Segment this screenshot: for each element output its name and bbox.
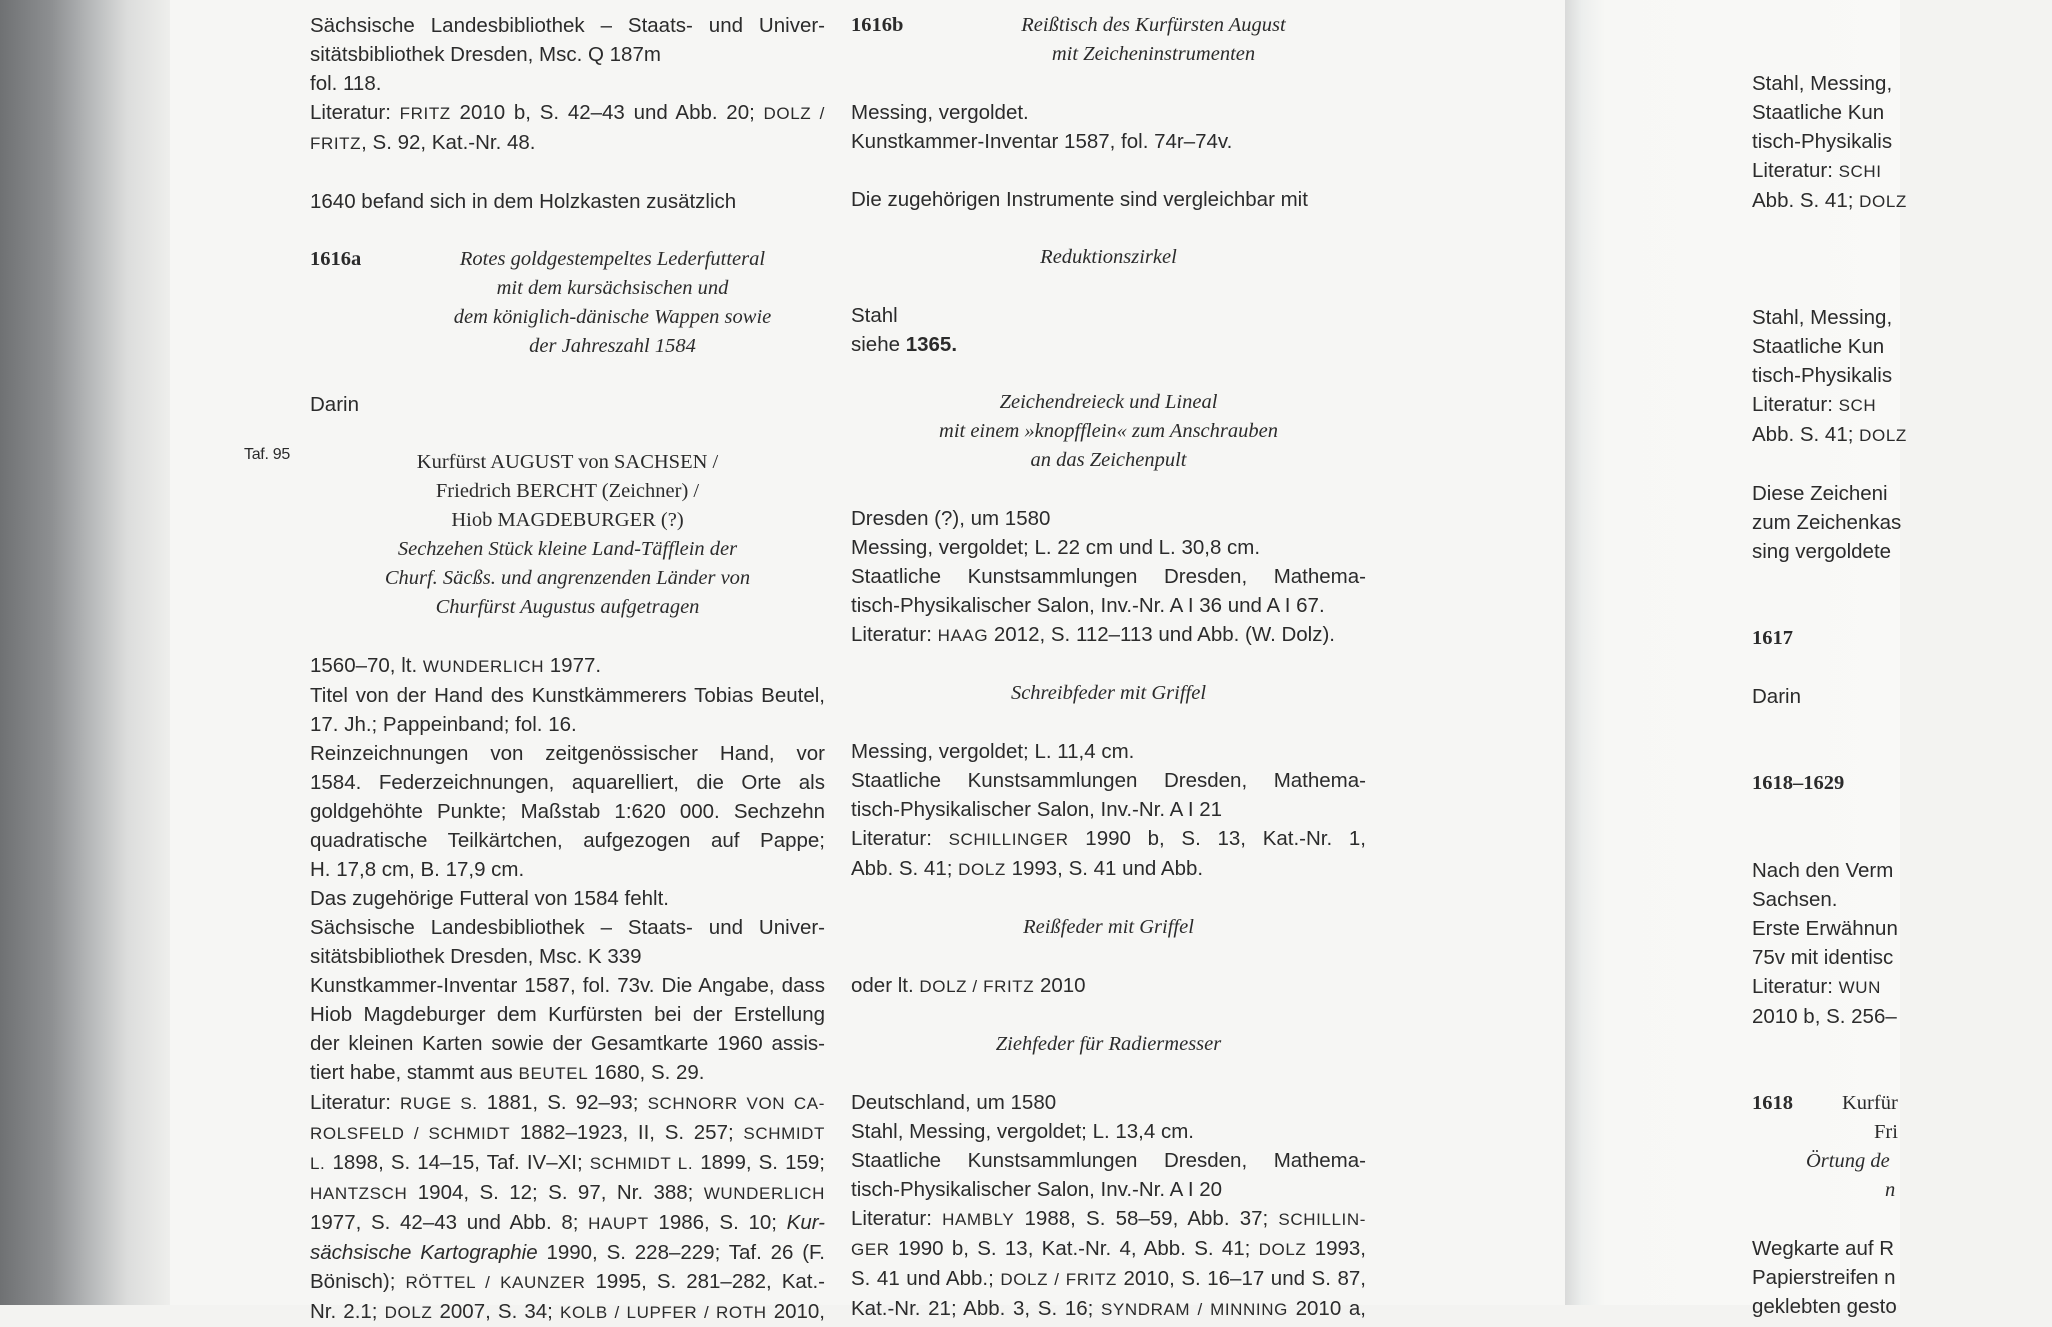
holding-line: Staatliche Kun — [1752, 335, 1885, 358]
entry-heading-1616a — [310, 245, 825, 361]
note-line: 1640 befand sich in dem Holzkasten zusätzlich — [310, 190, 737, 213]
body-line: 75v mit identisc — [1752, 946, 1894, 969]
entry-author: Fri — [1874, 1121, 1898, 1143]
note-line: zum Zeichenkas — [1752, 511, 1902, 534]
catalog-number: 1616a — [310, 248, 362, 270]
material-line: Stahl, Messing, — [1752, 72, 1893, 95]
body-line: Erste Erwähnun — [1752, 917, 1898, 940]
holding-line: Sächsische Landesbibliothek – Staats- und Univer- — [310, 14, 825, 37]
entry-title: Rotes goldgestempeltes Lederfutteral mit dem kursächsischen und dem königlich-dänische Wappen sowie der Jahreszahl 1584 — [453, 248, 772, 357]
holding-line: tisch-Physikalis — [1752, 130, 1893, 153]
cross-reference: siehe 1365. — [851, 333, 958, 356]
book-gutter-shadow — [0, 0, 170, 1305]
folio-line: fol. 118. — [310, 72, 382, 95]
note-line: Die zugehörigen Instrumente sind vergleichbar mit — [851, 188, 1308, 211]
catalog-column-right — [1752, 69, 2052, 1321]
entry-heading-1618 — [1752, 1089, 2052, 1118]
plate-reference: Taf. 95 — [244, 446, 290, 463]
entry-title: Örtung de — [1806, 1150, 1890, 1172]
entry-authors: Kurfürst AUGUST von SACHSEN / Friedrich BERCHT (Zeichner) / Hiob MAGDEBURGER (?) — [416, 451, 719, 531]
body-line: quadratische Teilkärtchen, aufgezogen auf Pappe; — [310, 829, 825, 852]
literature-line: Abb. S. 41; DOLZ — [1752, 423, 1907, 446]
subentry-title-ziehfeder: Ziehfeder für Radiermesser — [995, 1033, 1222, 1055]
catalog-column-left — [310, 11, 825, 1327]
literature-line: ROLSFELD / SCHMIDT 1882–1923, II, S. 257; SCHMIDT — [310, 1121, 826, 1144]
material-line: Messing, vergoldet; L. 22 cm und L. 30,8 cm. — [851, 536, 1261, 559]
literature-line: Nr. 2.1; DOLZ 2007, S. 34; KOLB / LUPFER / ROTH 2010, — [310, 1300, 826, 1323]
entry-title: Sechzehen Stück kleine Land-Täfflein der Churf. Säcßs. und angrenzenden Länder von Churfürst Augustus aufgetragen — [384, 538, 751, 618]
material-line: Stahl — [851, 304, 898, 327]
catalog-number: 1618 — [1752, 1092, 1793, 1114]
body-line: Reinzeichnungen von zeitgenössischer Hand, vor — [310, 742, 825, 765]
holding-line: Staatliche Kunstsammlungen Dresden, Mathema- — [851, 1149, 1366, 1172]
subentry-title-schreibfeder: Schreibfeder mit Griffel — [1010, 682, 1207, 704]
literature-line: HANTZSCH 1904, S. 12; S. 97, Nr. 388; WUNDERLICH — [310, 1181, 825, 1204]
literature-line: Literatur: WUN — [1752, 975, 1882, 998]
inventory-line: Kunstkammer-Inventar 1587, fol. 74r–74v. — [851, 130, 1233, 153]
literature-line: S. 41 und Abb.; DOLZ / FRITZ 2010, S. 16–17 und S. 87, — [851, 1267, 1366, 1290]
note-line: Diese Zeicheni — [1752, 482, 1888, 505]
holding-line: tisch-Physikalischer Salon, Inv.-Nr. A I 21 — [851, 798, 1223, 821]
right-page-clip — [1752, 0, 1907, 1318]
material-line: Stahl, Messing, — [1752, 306, 1893, 329]
subentry-title-reissfeder: Reißfeder mit Griffel — [1023, 916, 1194, 938]
literature-line: 2010 b, S. 256– — [1752, 1005, 1897, 1028]
entry-author: Kurfür — [1842, 1092, 1898, 1114]
body-line: geklebten gesto — [1752, 1295, 1897, 1318]
holding-line: Sächsische Landesbibliothek – Staats- und Univer- — [310, 916, 825, 939]
body-line: Titel von der Hand des Kunstkämmerers Tobias Beutel, — [310, 684, 825, 707]
body-line: 1584. Federzeichnungen, aquarelliert, die Orte als — [310, 771, 825, 794]
literature-line: Bönisch); RÖTTEL / KAUNZER 1995, S. 281–282, Kat.- — [310, 1270, 826, 1293]
literature-line: Literatur: SCHI — [1752, 159, 1882, 182]
holding-line: tisch-Physikalischer Salon, Inv.-Nr. A I 20 — [851, 1178, 1223, 1201]
entry-heading-1616b — [851, 11, 1366, 69]
body-line: Wegkarte auf R — [1752, 1237, 1895, 1260]
body-line: 1560–70, lt. WUNDERLICH 1977. — [310, 654, 602, 677]
literature-line: Literatur: FRITZ 2010 b, S. 42–43 und Abb. 20; DOLZ / — [310, 101, 825, 124]
body-line: der kleinen Karten sowie der Gesamtkarte 1960 assis- — [310, 1032, 825, 1055]
holding-line: Staatliche Kunstsammlungen Dresden, Mathema- — [851, 565, 1366, 588]
literature-line: Literatur: SCHILLINGER 1990 b, S. 13, Kat.-Nr. 1, — [851, 827, 1366, 850]
origin-line: Deutschland, um 1580 — [851, 1091, 1057, 1114]
darin-label: Darin — [1752, 685, 1801, 708]
holding-line: Staatliche Kunstsammlungen Dresden, Mathema- — [851, 769, 1366, 792]
holding-line: sitätsbibliothek Dresden, Msc. K 339 — [310, 945, 642, 968]
body-line: tiert habe, stammt aus BEUTEL 1680, S. 29. — [310, 1061, 705, 1084]
literature-line: 1977, S. 42–43 und Abb. 8; HAUPT 1986, S. 10; Kur- — [310, 1211, 825, 1234]
holding-line: tisch-Physikalis — [1752, 364, 1893, 387]
literature-line: Literatur: HAAG 2012, S. 112–113 und Abb. (W. Dolz). — [851, 623, 1336, 646]
body-line: Sachsen. — [1752, 888, 1838, 911]
entry-title: Reißtisch des Kurfürsten August mit Zeicheninstrumenten — [1021, 14, 1286, 65]
literature-line: Literatur: SCH — [1752, 393, 1877, 416]
literature-line: Abb. S. 41; DOLZ — [1752, 189, 1907, 212]
literature-line: Literatur: RUGE S. 1881, S. 92–93; SCHNORR VON CA- — [310, 1091, 825, 1114]
catalog-column-middle — [851, 11, 1366, 1324]
note-line: sing vergoldete — [1752, 540, 1892, 563]
literature-line: Kat.-Nr. 21; Abb. 3, S. 16; SYNDRAM / MINNING 2010 a, — [851, 1297, 1366, 1320]
body-line: Hiob Magdeburger dem Kurfürsten bei der Erstellung — [310, 1003, 825, 1026]
material-line: Stahl, Messing, vergoldet; L. 13,4 cm. — [851, 1120, 1194, 1143]
literature-line: FRITZ, S. 92, Kat.-Nr. 48. — [310, 131, 536, 154]
literature-line: sächsische Kartographie 1990, S. 228–229; Taf. 26 (F. — [310, 1241, 825, 1264]
literature-line: Literatur: HAMBLY 1988, S. 58–59, Abb. 37; SCHILLIN- — [851, 1207, 1366, 1230]
material-line: Messing, vergoldet. — [851, 101, 1029, 124]
body-line: Papierstreifen n — [1752, 1266, 1896, 1289]
catalog-number: 1616b — [851, 14, 904, 36]
literature-line: Abb. S. 41; DOLZ 1993, S. 41 und Abb. — [851, 857, 1204, 880]
subentry-title-reduktionszirkel: Reduktionszirkel — [1040, 246, 1177, 268]
body-line: Nach den Verm — [1752, 859, 1894, 882]
body-line: H. 17,8 cm, B. 17,9 cm. — [310, 858, 525, 881]
cross-reference: oder lt. DOLZ / FRITZ 2010 — [851, 974, 1086, 997]
body-line: Das zugehörige Futteral von 1584 fehlt. — [310, 887, 669, 910]
origin-line: Dresden (?), um 1580 — [851, 507, 1051, 530]
holding-line: Staatliche Kun — [1752, 101, 1885, 124]
catalog-number: 1617 — [1752, 627, 1793, 649]
body-line: goldgehöhte Punkte; Maßstab 1:620 000. Sechzehn — [310, 800, 825, 823]
subentry-title-zeichendreieck: Zeichendreieck und Lineal mit einem »knopfflein« zum Anschrauben an das Zeichenpult — [939, 391, 1278, 471]
holding-line: sitätsbibliothek Dresden, Msc. Q 187m — [310, 43, 661, 66]
body-line: 17. Jh.; Pappeinband; fol. 16. — [310, 713, 577, 736]
literature-line: L. 1898, S. 14–15, Taf. IV–XI; SCHMIDT L. 1899, S. 159; — [310, 1151, 825, 1174]
material-line: Messing, vergoldet; L. 11,4 cm. — [851, 740, 1135, 763]
darin-label: Darin — [310, 393, 359, 416]
holding-line: tisch-Physikalischer Salon, Inv.-Nr. A I 36 und A I 67. — [851, 594, 1325, 617]
entry-title: n — [1885, 1179, 1896, 1201]
body-line: Kunstkammer-Inventar 1587, fol. 73v. Die Angabe, dass — [310, 974, 825, 997]
catalog-number: 1618–1629 — [1752, 772, 1845, 794]
literature-line: GER 1990 b, S. 13, Kat.-Nr. 4, Abb. S. 41; DOLZ 1993, — [851, 1237, 1367, 1260]
